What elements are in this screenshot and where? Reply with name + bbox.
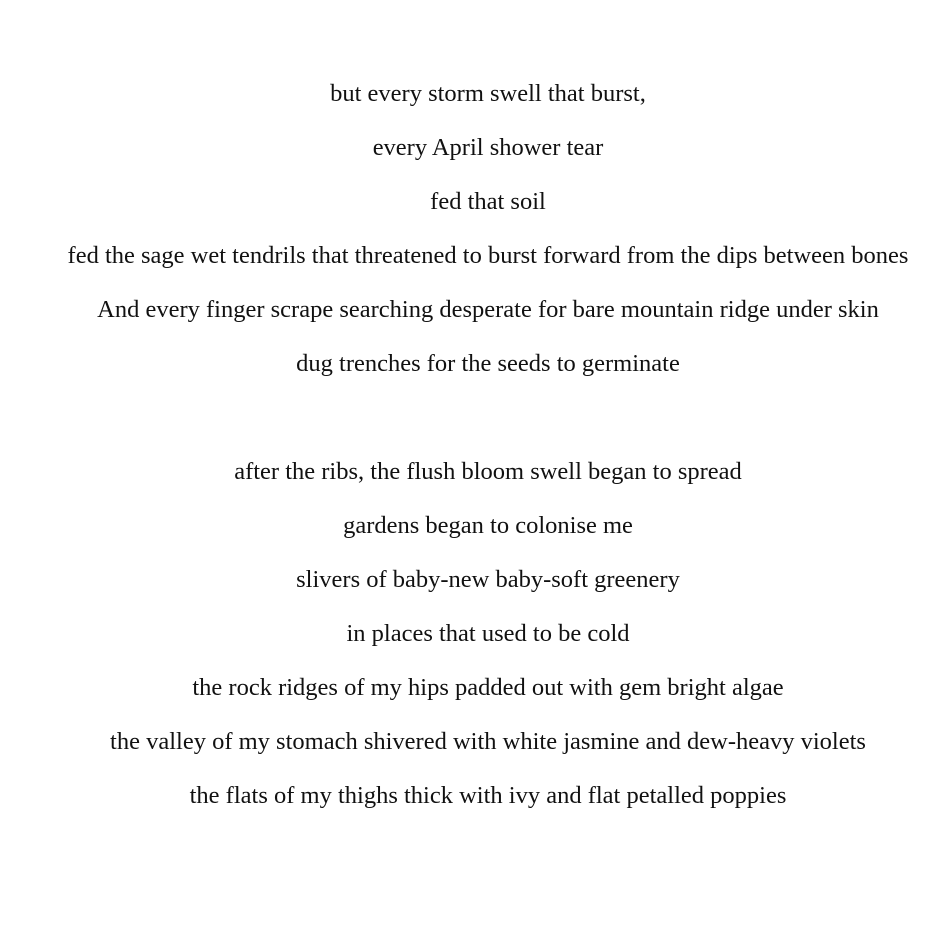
poem-line: but every storm swell that burst, — [330, 80, 646, 107]
poem-text — [0, 77, 950, 833]
poem-line: the flats of my thighs thick with ivy and flat petalled poppies — [189, 782, 787, 809]
poem-line: dug trenches for the seeds to germinate — [296, 350, 680, 377]
poem-line: in places that used to be cold — [346, 620, 630, 647]
poem-line: fed the sage wet tendrils that threatened to burst forward from the dips between bones — [67, 242, 909, 269]
poem-line: fed that soil — [430, 188, 546, 215]
stanza-2 — [0, 455, 950, 833]
poem-line: every April shower tear — [372, 134, 604, 161]
poem-line: gardens began to colonise me — [343, 512, 633, 539]
poem-line: slivers of baby-new baby-soft greenery — [296, 566, 680, 593]
poem-line: the rock ridges of my hips padded out with gem bright algae — [192, 674, 784, 701]
stanza-1 — [0, 77, 950, 401]
poem-line: after the ribs, the flush bloom swell began to spread — [234, 458, 742, 485]
poem-line: And every finger scrape searching desperate for bare mountain ridge under skin — [97, 296, 879, 323]
poem-line: the valley of my stomach shivered with white jasmine and dew-heavy violets — [110, 728, 866, 755]
